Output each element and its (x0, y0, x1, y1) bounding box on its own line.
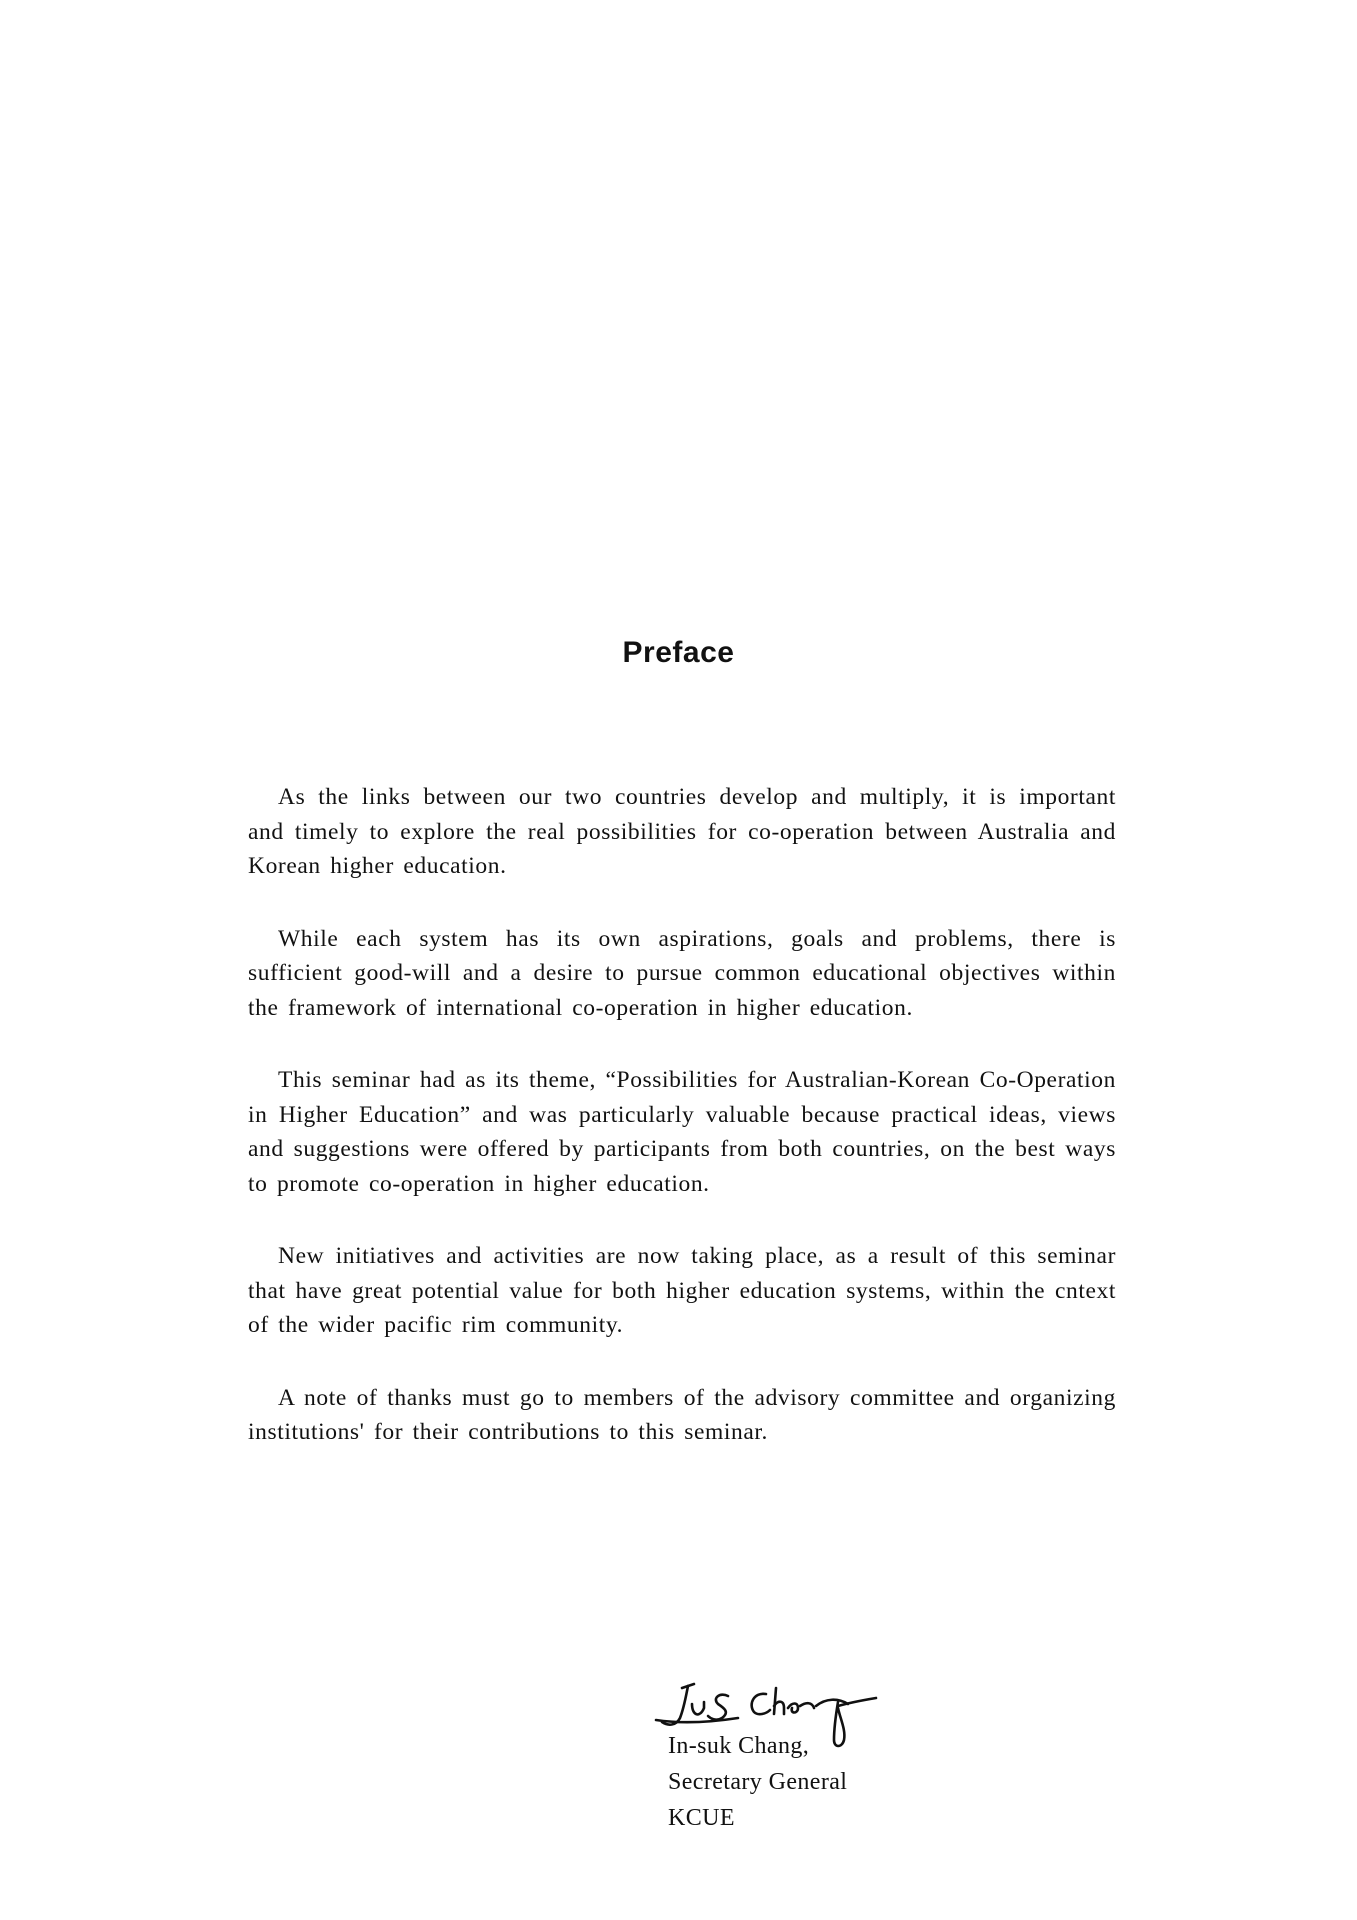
paragraph-1: As the links between our two countries develop and multiply, it is important and timely to explore the real possibilities for co-operation between Australia and Korean higher education. (248, 784, 1116, 879)
signatory-details (668, 1728, 847, 1836)
signatory-organization: KCUE (668, 1805, 735, 1831)
page-title: Preface (622, 636, 735, 669)
signatory-position: Secretary General (668, 1769, 848, 1795)
preface-body (248, 780, 1116, 1488)
signatory-name: In-suk Chang, (668, 1733, 810, 1759)
paragraph-5: A note of thanks must go to members of the advisory committee and organizing institutions' for their contributions to this seminar. (248, 1384, 1116, 1445)
paragraph-3: This seminar had as its theme, “Possibilities for Australian-Korean Co-Operation in Higher Education” and was particularly valuable because practical ideas, views and suggestions were offered by participants from both countries, on the best ways to promote co-operation in higher education. (248, 1067, 1116, 1197)
paragraph-4: New initiatives and activities are now taking place, as a result of this seminar that have great potential value for both higher education systems, within the cntext of the wider pacific rim community. (248, 1243, 1116, 1338)
paragraph-2: While each system has its own aspirations, goals and problems, there is sufficient good-will and a desire to pursue common educational objectives within the framework of international co-operation in higher education. (248, 925, 1116, 1021)
